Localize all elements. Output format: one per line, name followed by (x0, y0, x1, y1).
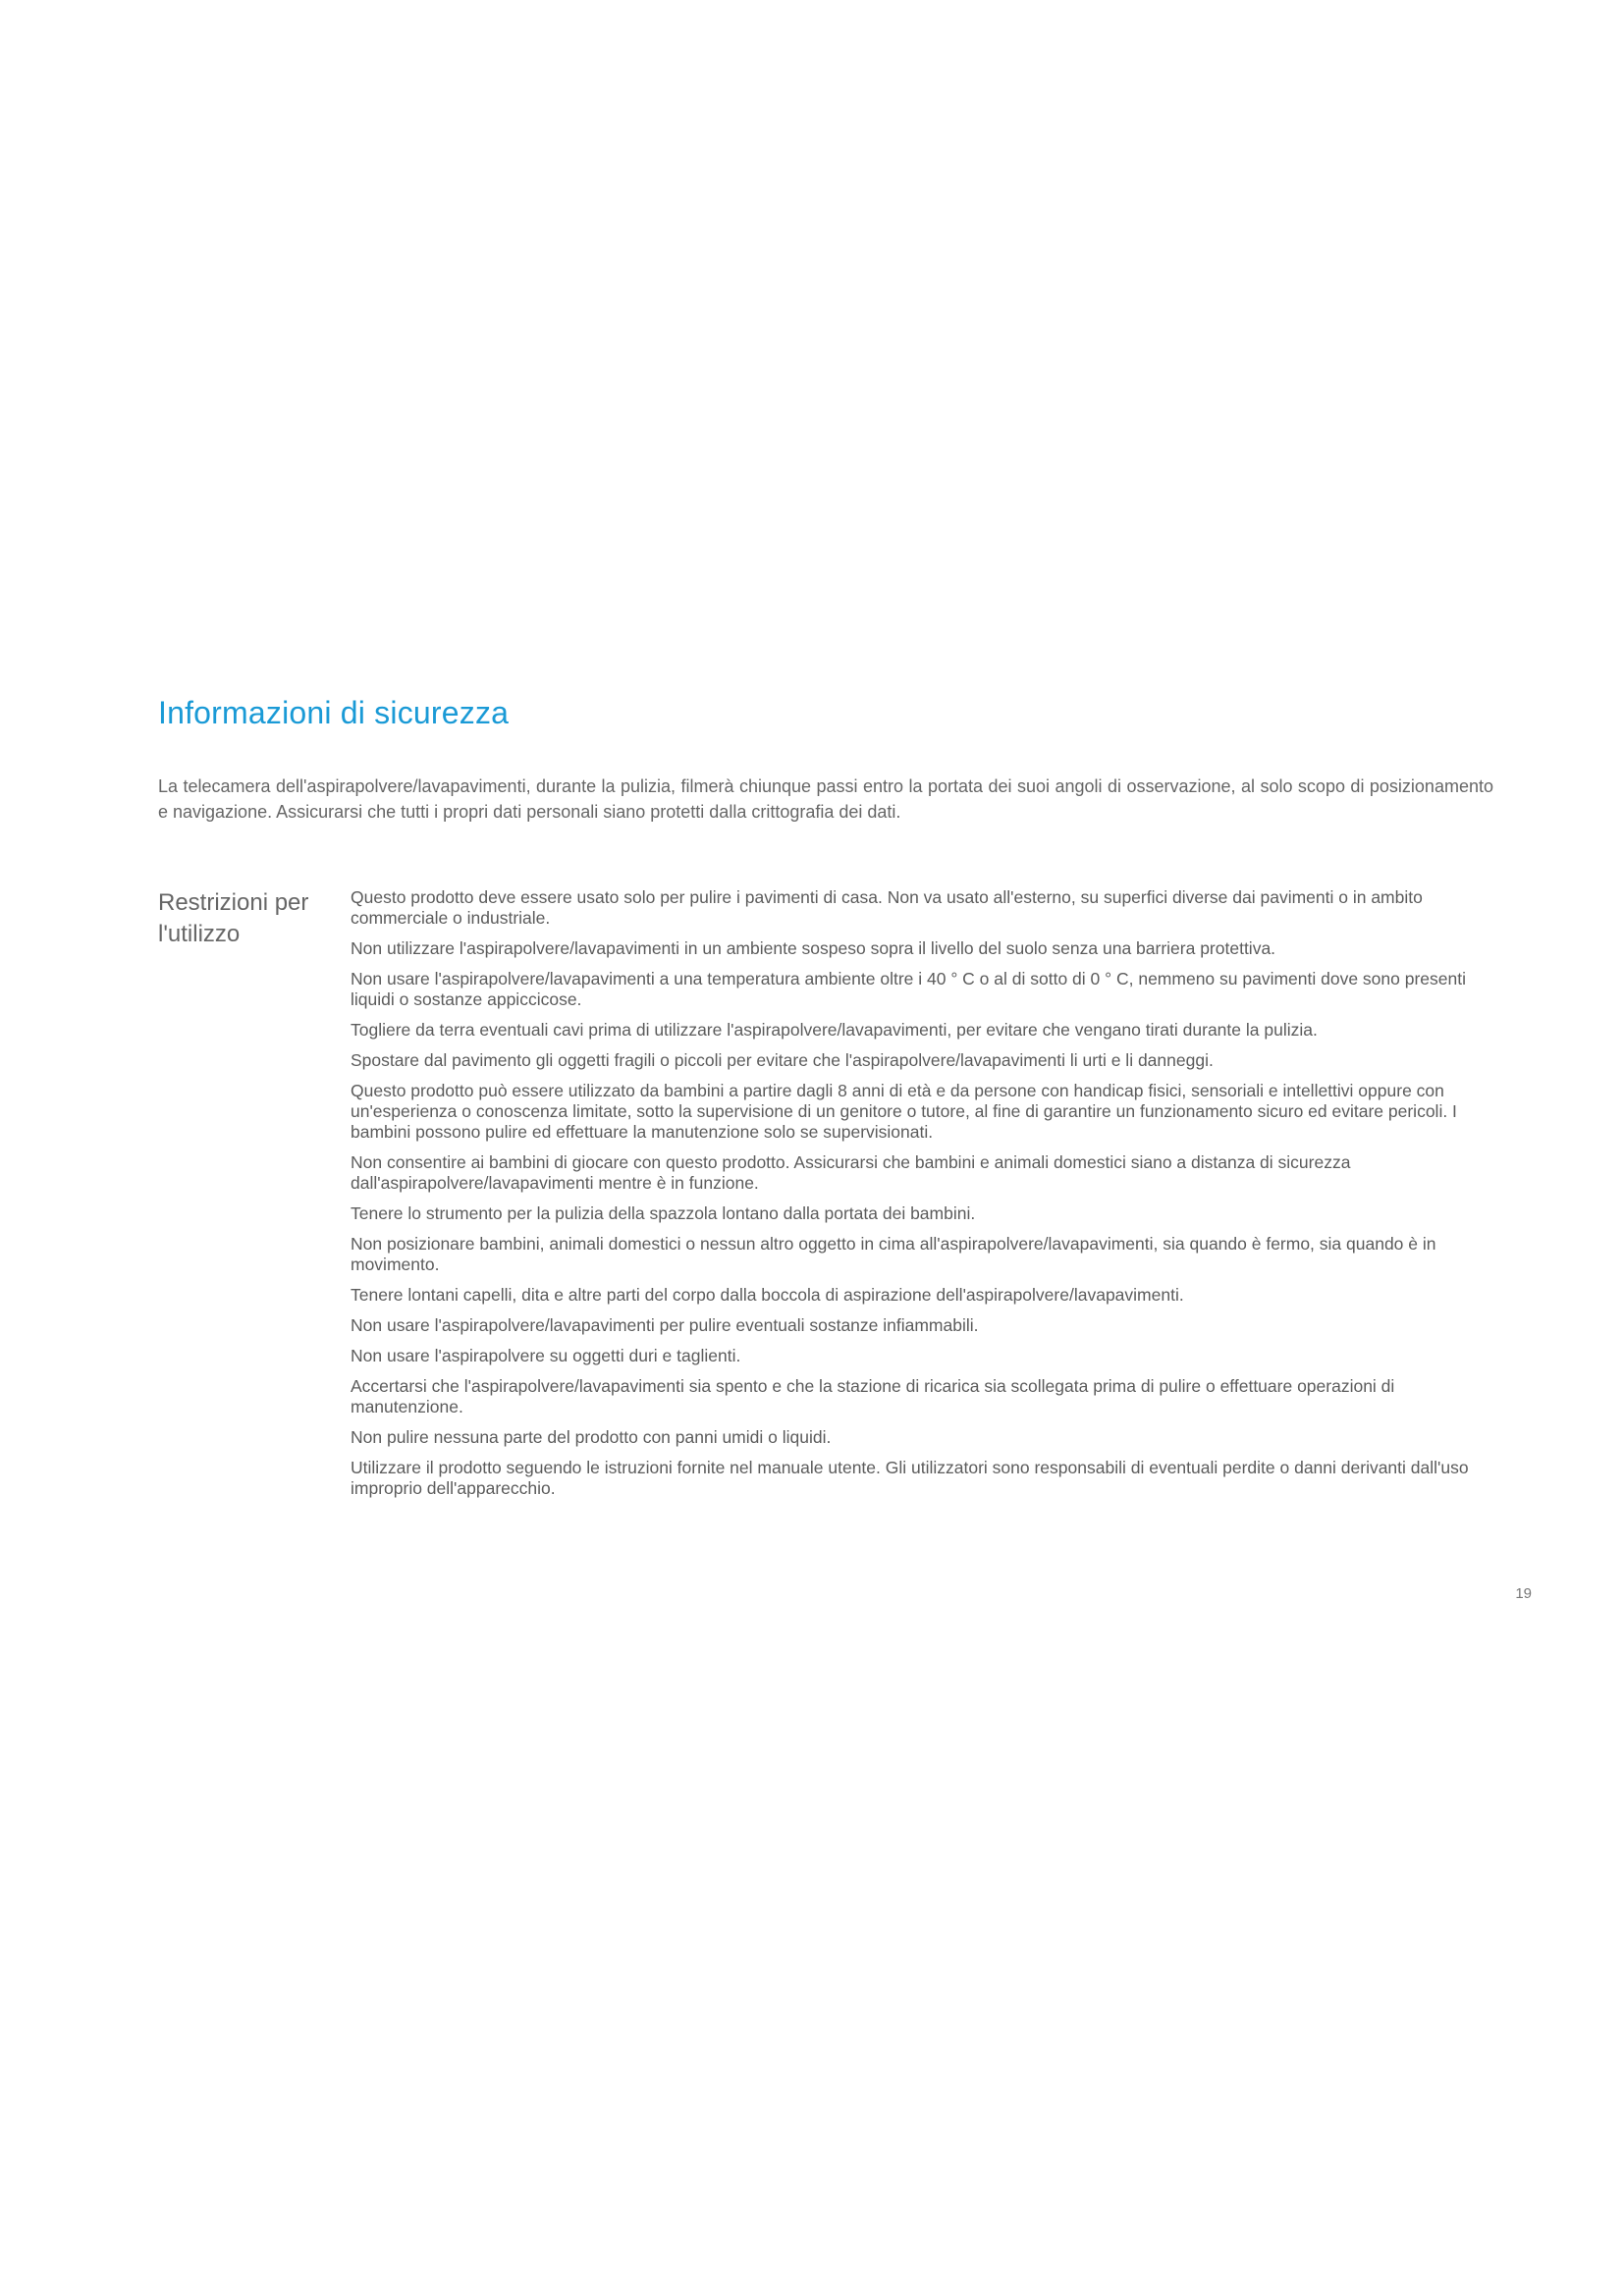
page-number: 19 (1515, 1585, 1532, 1602)
restriction-item: Non utilizzare l'aspirapolvere/lavapavimenti in un ambiente sospeso sopra il livello del suolo senza una barriera protettiva. (351, 938, 1276, 958)
restriction-item: Non pulire nessuna parte del prodotto con panni umidi o liquidi. (351, 1427, 832, 1447)
restrictions-list (351, 887, 1482, 1509)
restriction-item: Non consentire ai bambini di giocare con questo prodotto. Assicurarsi che bambini e animali domestici siano a distanza di sicurezza dall'aspirapolvere/lavapavimenti mentre è in funzione. (351, 1152, 1351, 1193)
restriction-item: Tenere lo strumento per la pulizia della spazzola lontano dalla portata dei bambini. (351, 1203, 976, 1223)
restriction-item: Questo prodotto può essere utilizzato da bambini a partire dagli 8 anni di età e da persone con handicap fisici, sensoriali e intellettivi oppure con un'esperienza o conoscenza limitate, sotto la supervisione di un genitore o tutore, al fine di garantire un funzionamento sicuro ed evitare pericoli. I bambini possono pulire ed effettuare la manutenzione solo se supervisionati. (351, 1081, 1457, 1142)
restriction-item: Non usare l'aspirapolvere su oggetti duri e taglienti. (351, 1346, 741, 1365)
intro-paragraph: La telecamera dell'aspirapolvere/lavapavimenti, durante la pulizia, filmerà chiunque passi entro la portata dei suoi angoli di osservazione, al solo scopo di posizionamento e navigazione. Assicurarsi che tutti i propri dati personali siano protetti dalla crittografia dei dati. (158, 776, 1493, 822)
restriction-item: Utilizzare il prodotto seguendo le istruzioni fornite nel manuale utente. Gli utilizzatori sono responsabili di eventuali perdite o danni derivanti dall'uso improprio dell'apparecchio. (351, 1458, 1469, 1498)
restriction-item: Non usare l'aspirapolvere/lavapavimenti per pulire eventuali sostanze infiammabili. (351, 1315, 979, 1335)
restriction-item: Togliere da terra eventuali cavi prima di utilizzare l'aspirapolvere/lavapavimenti, per evitare che vengano tirati durante la pulizia. (351, 1020, 1318, 1040)
section-heading: Restrizioni per l'utilizzo (158, 889, 309, 947)
restriction-item: Accertarsi che l'aspirapolvere/lavapavimenti sia spento e che la stazione di ricarica sia scollegata prima di pulire o effettuare operazioni di manutenzione. (351, 1376, 1395, 1416)
restriction-item: Non posizionare bambini, animali domestici o nessun altro oggetto in cima all'aspirapolvere/lavapavimenti, sia quando è fermo, sia quando è in movimento. (351, 1234, 1436, 1274)
page-title: Informazioni di sicurezza (158, 695, 510, 730)
restriction-item: Tenere lontani capelli, dita e altre parti del corpo dalla boccola di aspirazione dell'aspirapolvere/lavapavimenti. (351, 1285, 1184, 1305)
restriction-item: Spostare dal pavimento gli oggetti fragili o piccoli per evitare che l'aspirapolvere/lavapavimenti li urti e li danneggi. (351, 1050, 1214, 1070)
restriction-item: Questo prodotto deve essere usato solo per pulire i pavimenti di casa. Non va usato all'esterno, su superfici diverse dai pavimenti o in ambito commerciale o industriale. (351, 887, 1423, 928)
restriction-item: Non usare l'aspirapolvere/lavapavimenti a una temperatura ambiente oltre i 40 ° C o al di sotto di 0 ° C, nemmeno su pavimenti dove sono presenti liquidi o sostanze appiccicose. (351, 969, 1467, 1009)
